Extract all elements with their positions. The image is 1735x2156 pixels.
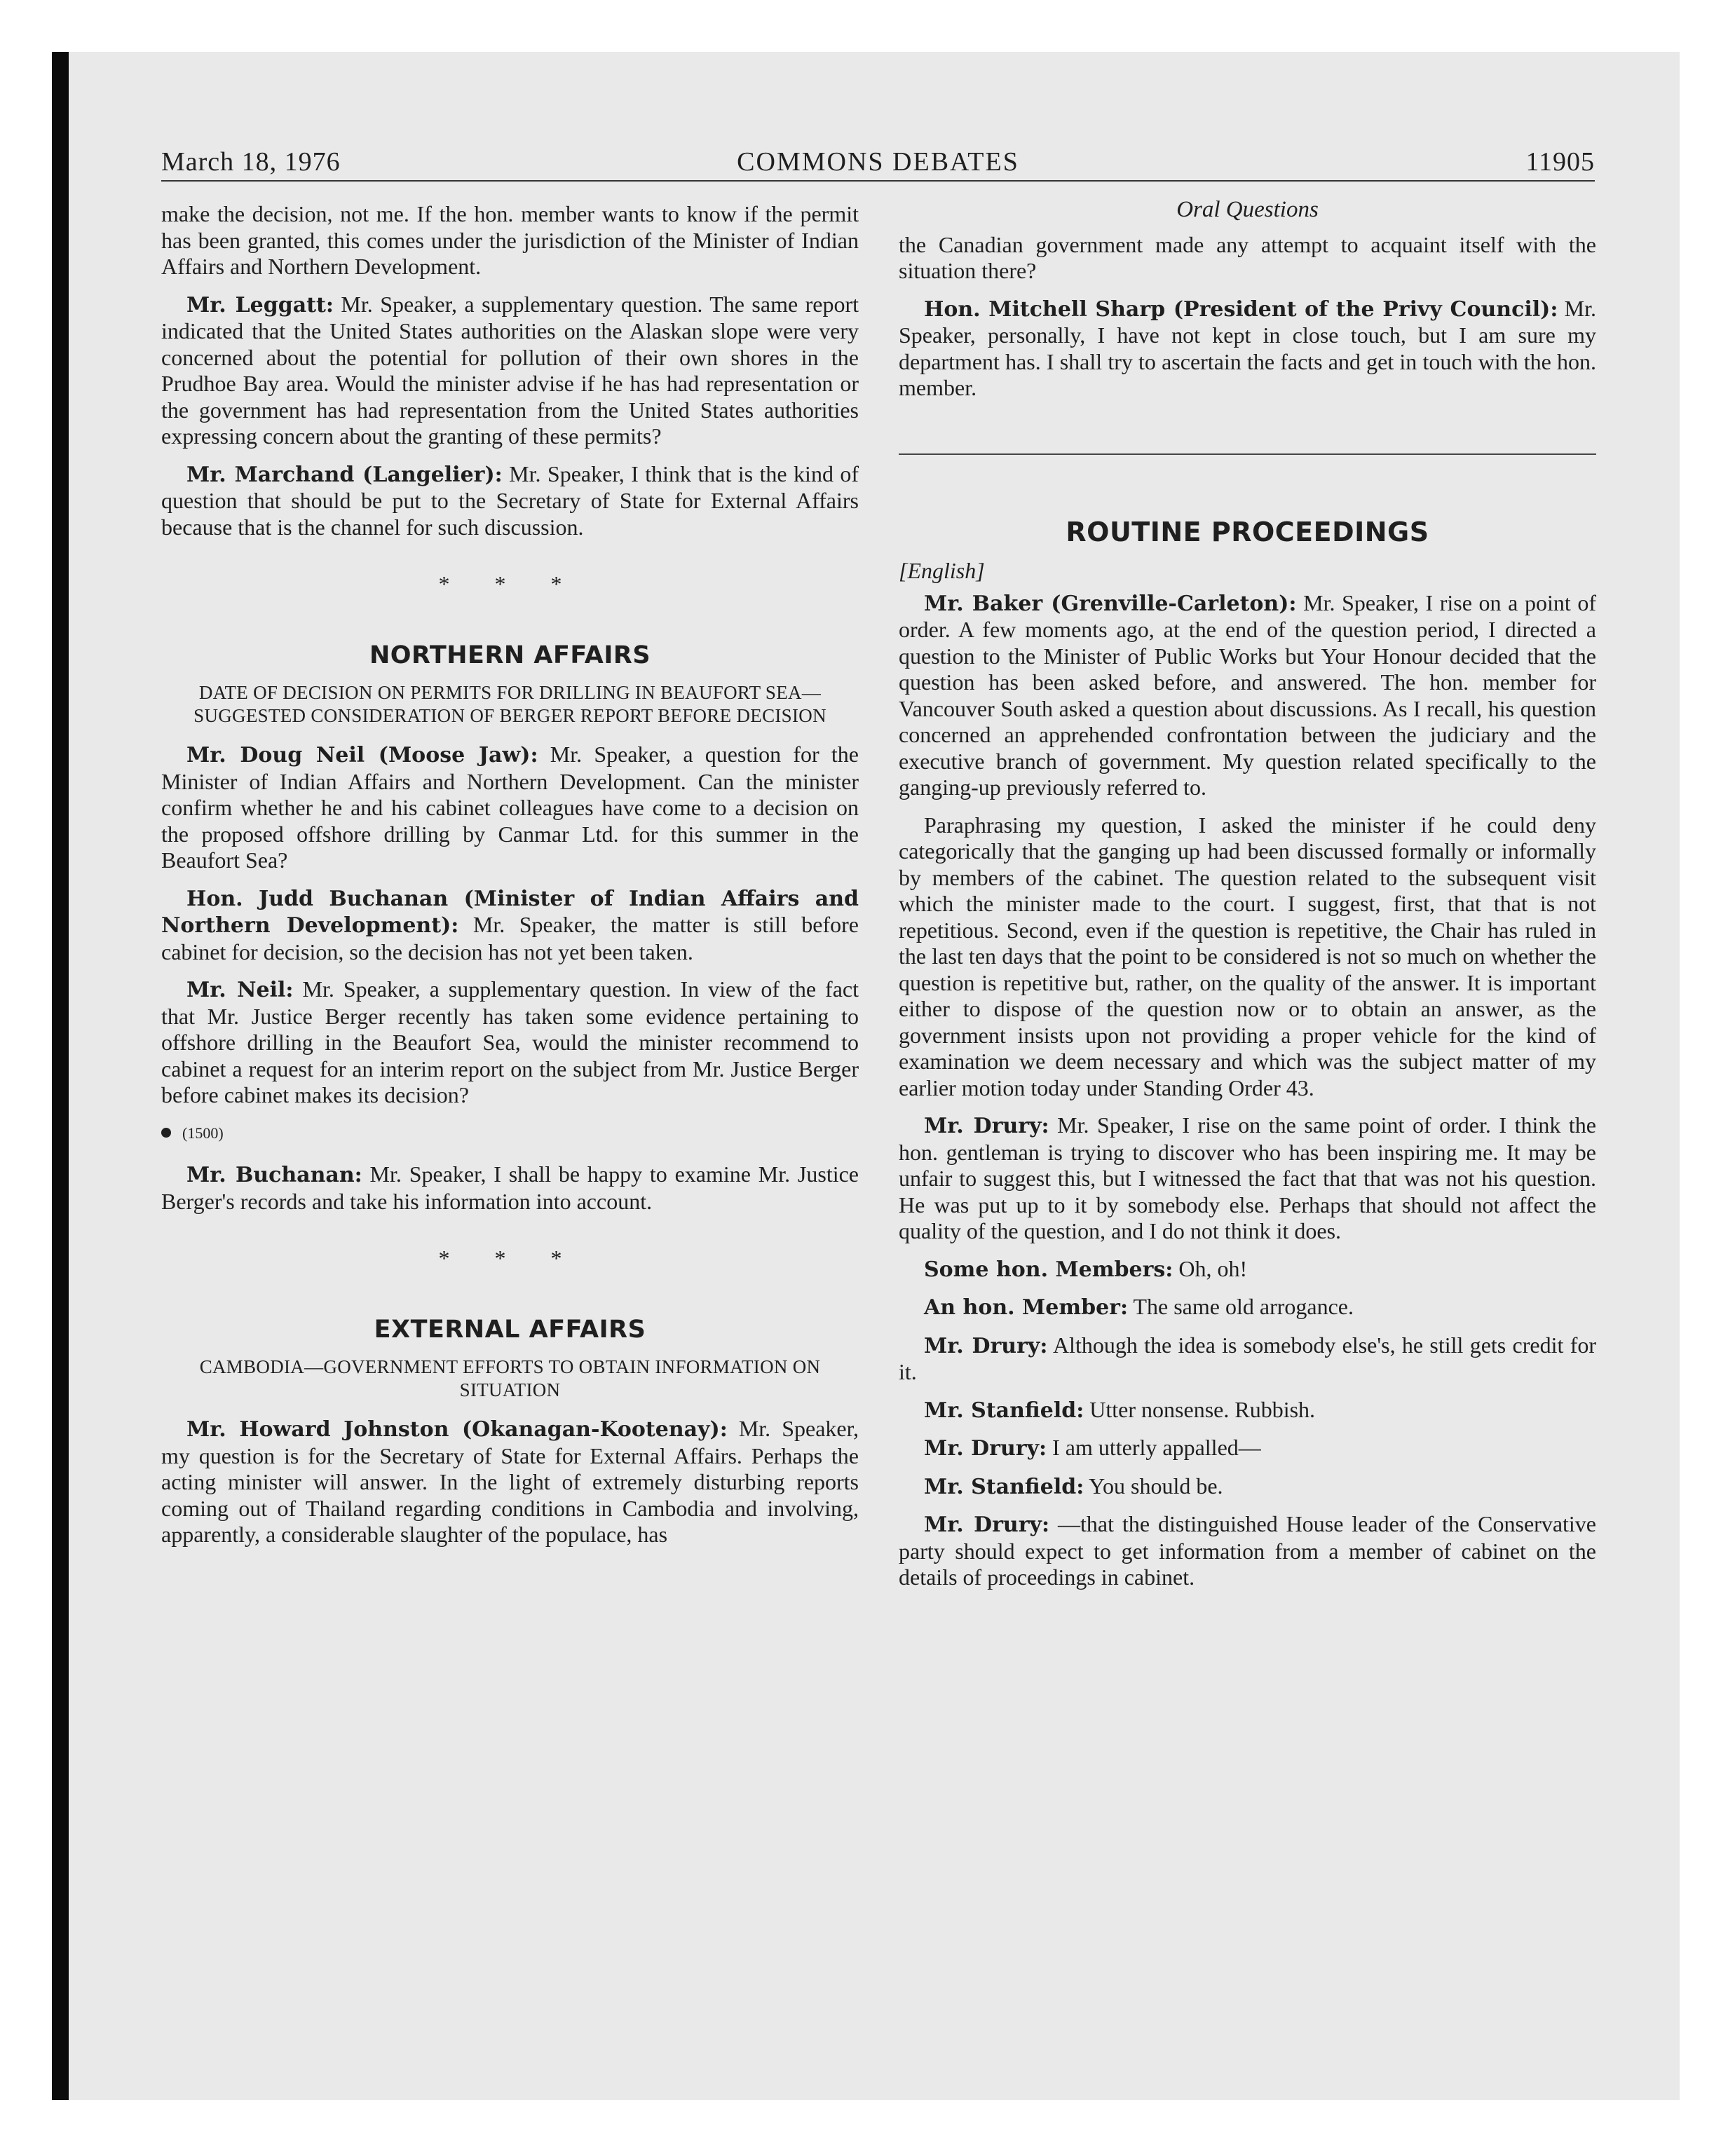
paragraph: Mr. Drury: Mr. Speaker, I rise on the same point of order. I think the hon. gentleman is trying to discover who has been inspiring me. It may be unfair to suggest this, but I witnessed the fact that that was not his question. He was put up to it by somebody else. Perhaps that should not affect the quality of the question, and I do not think it does. — [899, 1112, 1597, 1243]
speaker-name: Hon. Judd Buchanan (Minister of Indian Affairs and Northern Development): — [161, 886, 859, 938]
paragraph: Mr. Drury: Although the idea is somebody else's, he still gets credit for it. — [899, 1332, 1597, 1384]
speaker-name: Mr. Buchanan: — [186, 1163, 362, 1187]
time-marker-label: (1500) — [182, 1124, 224, 1142]
paragraph: Mr. Stanfield: You should be. — [924, 1473, 1223, 1499]
section-separator: * * * — [438, 571, 582, 596]
paragraph: Mr. Stanfield: Utter nonsense. Rubbish. — [924, 1396, 1316, 1423]
column-heading: Oral Questions — [1176, 197, 1319, 222]
section-subtitle: CAMBODIA—GOVERNMENT EFFORTS TO OBTAIN INFORMATION ON SITUATION — [199, 1356, 821, 1400]
paragraph: make the decision, not me. If the hon. member wants to know if the permit has been granted, this comes under the jurisdiction of the Minister of Indian Affairs and Northern Development. — [161, 201, 859, 279]
speaker-name: Mr. Doug Neil (Moose Jaw): — [186, 743, 538, 767]
paragraph: Mr. Drury: I am utterly appalled— — [924, 1435, 1261, 1461]
section-subtitle: DATE OF DECISION ON PERMITS FOR DRILLING IN BEAUFORT SEA—SUGGESTED CONSIDERATION OF BERGER REPORT BEFORE DECISION — [193, 682, 826, 726]
speaker-name: An hon. Member: — [924, 1295, 1129, 1320]
speaker-name: Mr. Stanfield: — [924, 1474, 1084, 1499]
paragraph: Mr. Baker (Grenville-Carleton): Mr. Speaker, I rise on a point of order. A few moments ago, at the end of the question period, I directed a question to the Minister of Public Works but Your Honour decided that the question has been asked before, and answered. The hon. member for Vancouver South asked a question about discussions. As I recall, his question concerned an apprehended confrontation between the judiciary and the executive branch of government. My question related specifically to the ganging-up previously referred to. — [899, 589, 1597, 800]
speaker-name: Mr. Stanfield: — [924, 1398, 1084, 1423]
speaker-name: Mr. Drury: — [924, 1513, 1050, 1537]
speaker-name: Hon. Mitchell Sharp (President of the Privy Council): — [924, 296, 1558, 322]
paragraph: Some hon. Members: Oh, oh! — [924, 1255, 1248, 1282]
speaker-name: Mr. Drury: — [924, 1436, 1047, 1461]
speaker-name: Mr. Neil: — [186, 978, 294, 1002]
header-date: March 18, 1976 — [161, 147, 341, 177]
time-marker — [161, 1120, 859, 1147]
paragraph: Mr. Drury: —that the distinguished House leader of the Conservative party should expect to get information from a member of cabinet on the details of proceedings in cabinet. — [899, 1511, 1597, 1590]
speaker-name: Mr. Baker (Grenville-Carleton): — [924, 591, 1297, 616]
paragraph: Hon. Mitchell Sharp (President of the Privy Council): Mr. Speaker, personally, I have not kept in close touch, but I am sure my department has. I shall try to ascertain the facts and get in touch with the hon. member. — [899, 295, 1597, 400]
running-header — [161, 144, 1595, 183]
paragraph: Mr. Howard Johnston (Okanagan-Kootenay): Mr. Speaker, my question is for the Secretary of State for External Affairs. Perhaps the acting minister will answer. In the light of extremely disturbing reports coming out of Thailand regarding conditions in Cambodia and involving, apparently, a considerable slaughter of the populace, has — [161, 1416, 859, 1547]
section-title: ROUTINE PROCEEDINGS — [1066, 516, 1429, 547]
speaker-name: Mr. Drury: — [924, 1114, 1049, 1138]
right-column — [899, 197, 1597, 1602]
section-rule — [899, 453, 1596, 455]
speaker-name: Mr. Howard Johnston (Okanagan-Kootenay): — [186, 1417, 728, 1442]
page-number: 11905 — [1525, 147, 1595, 177]
paragraph: Hon. Judd Buchanan (Minister of Indian Affairs and Northern Development): Mr. Speaker, the matter is still before cabinet for decision, so the decision has not yet been taken. — [161, 886, 859, 964]
speaker-name: Some hon. Members: — [924, 1257, 1173, 1282]
paragraph: Mr. Doug Neil (Moose Jaw): Mr. Speaker, a question for the Minister of Indian Affairs and Northern Development. Can the minister confirm whether he and his cabinet colleagues have come to a decision on the proposed offshore drilling by Canmar Ltd. for this summer in the Beaufort Sea? — [161, 742, 859, 873]
section-title: NORTHERN AFFAIRS — [369, 641, 651, 669]
paragraph: Mr. Neil: Mr. Speaker, a supplementary question. In view of the fact that Mr. Justice Berger recently has taken some evidence pertaining to offshore drilling in the Beaufort Sea, would the minister recommend to cabinet a request for an interim report on the subject from Mr. Justice Berger before cabinet makes its decision? — [161, 976, 859, 1107]
speaker-name: Mr. Marchand (Langelier): — [186, 462, 503, 487]
paragraph: Mr. Buchanan: Mr. Speaker, I shall be happy to examine Mr. Justice Berger's records and take his information into account. — [161, 1161, 859, 1214]
speaker-name: Mr. Leggatt: — [186, 292, 334, 318]
paragraph: Mr. Marchand (Langelier): Mr. Speaker, I think that is the kind of question that should be put to the Secretary of State for External Affairs because that is the channel for such discussion. — [161, 460, 859, 540]
section-title: EXTERNAL AFFAIRS — [374, 1315, 646, 1344]
language-tag: [English] — [899, 558, 985, 583]
scan-binding-edge — [52, 52, 69, 2100]
section-separator: * * * — [438, 1246, 582, 1271]
paragraph: Mr. Leggatt: Mr. Speaker, a supplementary question. The same report indicated that the United States authorities on the Alaskan slope were very concerned about the potential for pollution of their own shores in the Prudhoe Bay area. Would the minister advise if he has had representation or the government has had representation from the United States authorities expressing concern about the granting of these permits? — [161, 291, 859, 449]
left-column — [161, 201, 859, 1560]
speaker-name: Mr. Drury: — [924, 1333, 1048, 1358]
paragraph: Paraphrasing my question, I asked the minister if he could deny categorically that the ganging up had been discussed formally or informally by members of the cabinet. The question related to the subsequent visit which the minister made to the court. I suggest, first, that that is not repetitious. Second, even if the question is repetitive, the Chair has ruled in the last ten days that the point to be considered is not so much on whether the question is repetitive but, rather, on the quality of the answer. It is important either to dispose of the question now or to obtain an answer, as the government insists upon not providing a proper vehicle for the kind of examination we deem necessary and which was the subject matter of my earlier motion today under Standing Order 43. — [899, 812, 1596, 1100]
bullet-dot-icon — [161, 1128, 171, 1138]
paragraph: the Canadian government made any attempt to acquaint itself with the situation there? — [899, 231, 1596, 283]
header-rule — [161, 180, 1595, 182]
header-title: COMMONS DEBATES — [737, 147, 1019, 177]
document-page — [161, 144, 1595, 2064]
paragraph: An hon. Member: The same old arrogance. — [924, 1294, 1354, 1320]
